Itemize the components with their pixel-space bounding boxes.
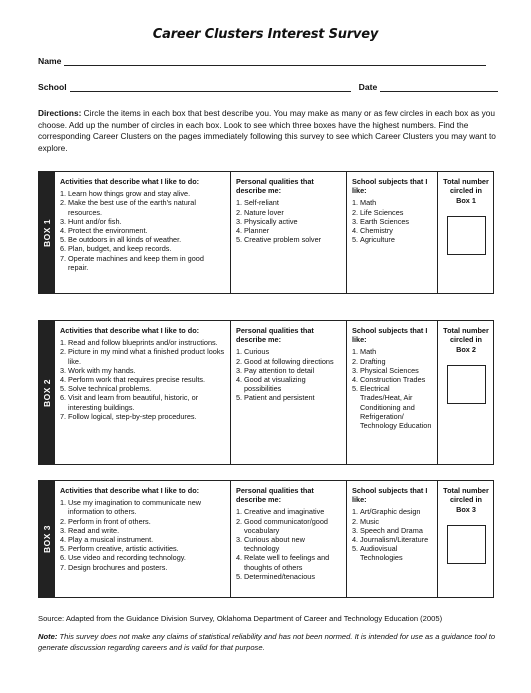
name-label: Name: [38, 56, 62, 66]
item-number: 5.: [60, 384, 67, 394]
note-label: Note:: [38, 632, 58, 641]
item-text: Protect the environment.: [68, 226, 148, 236]
survey-box-2: [38, 320, 494, 465]
school-field[interactable]: [70, 82, 351, 92]
item-text: Art/Graphic design: [360, 507, 421, 517]
item-number: 5.: [352, 235, 359, 245]
item-number: 2.: [236, 516, 243, 526]
item-number: 1.: [236, 507, 243, 517]
item-text: Electrical Trades/Heat, Air Conditioning and Refrigeration/ Technology Education: [360, 384, 432, 431]
item-number: 3.: [60, 365, 67, 375]
list-item[interactable]: [60, 517, 226, 526]
item-number: 3.: [236, 535, 243, 545]
item-text: Physical Sciences: [360, 365, 419, 375]
item-number: 5.: [60, 235, 67, 245]
subjects-list: [352, 507, 433, 562]
item-number: 2.: [352, 356, 359, 366]
item-number: 4.: [60, 226, 67, 236]
subjects-column: [347, 481, 438, 597]
item-number: 5.: [352, 544, 359, 554]
box-tab: [39, 481, 55, 597]
item-text: Make the best use of the earth's natural resources.: [68, 198, 196, 217]
list-item[interactable]: [352, 384, 433, 430]
list-item[interactable]: [352, 526, 433, 535]
list-item[interactable]: [236, 572, 342, 581]
item-text: Agriculture: [360, 235, 395, 245]
item-text: Follow logical, step-by-step procedures.: [68, 411, 197, 421]
item-text: Self-reliant: [244, 198, 279, 208]
total-input-box[interactable]: [447, 365, 486, 404]
list-item[interactable]: [60, 338, 226, 347]
list-item[interactable]: [236, 366, 342, 375]
subjects-heading: School subjects that I like:: [352, 177, 428, 196]
item-text: Drafting: [360, 356, 386, 366]
total-column: [438, 481, 493, 597]
list-item[interactable]: [236, 553, 342, 571]
activities-list: [60, 189, 226, 272]
item-text: Read and follow blueprints and/or instructions.: [68, 338, 218, 348]
school-label: School: [38, 82, 67, 92]
activities-heading: Activities that describe what I like to do:: [60, 486, 200, 495]
subjects-heading: School subjects that I like:: [352, 486, 428, 505]
list-item[interactable]: [236, 375, 342, 393]
item-number: 7.: [60, 253, 67, 263]
subjects-column: [347, 321, 438, 464]
item-text: Perform creative, artistic activities.: [68, 544, 179, 554]
item-number: 6.: [60, 244, 67, 254]
list-item[interactable]: [60, 244, 226, 253]
list-item[interactable]: [236, 226, 342, 235]
item-number: 3.: [236, 365, 243, 375]
item-number: 2.: [236, 356, 243, 366]
list-item[interactable]: [60, 375, 226, 384]
list-item[interactable]: [352, 366, 433, 375]
item-number: 3.: [352, 216, 359, 226]
item-number: 4.: [236, 553, 243, 563]
item-text: Read and write.: [68, 525, 120, 535]
qualities-column: [231, 172, 347, 293]
list-item[interactable]: [352, 517, 433, 526]
date-field[interactable]: [380, 82, 498, 92]
item-text: Picture in my mind what a finished product looks like.: [68, 347, 225, 366]
activities-column: [55, 481, 231, 597]
item-text: Creative and imaginative: [244, 507, 325, 517]
list-item[interactable]: [60, 235, 226, 244]
item-number: 5.: [236, 571, 243, 581]
item-text: Visit and learn from beautiful, historic, or interesting buildings.: [68, 393, 199, 412]
total-input-box[interactable]: [447, 216, 486, 255]
item-text: Nature lover: [244, 207, 284, 217]
item-number: 3.: [352, 365, 359, 375]
item-text: Play a musical instrument.: [68, 535, 154, 545]
item-number: 4.: [352, 226, 359, 236]
item-text: Relate well to feelings and thoughts of others: [244, 553, 330, 572]
list-item[interactable]: [352, 507, 433, 516]
item-text: Plan, budget, and keep records.: [68, 244, 172, 254]
qualities-column: [231, 321, 347, 464]
page-title: Career Clusters Interest Survey: [152, 27, 379, 42]
item-text: Good communicator/good vocabulary: [244, 516, 328, 535]
note: [38, 632, 500, 654]
activities-list: [60, 498, 226, 572]
list-item[interactable]: [60, 189, 226, 198]
source-citation: Source: Adapted from the Guidance Division Survey, Oklahoma Department of Career and Technology Education (2005): [38, 614, 443, 623]
list-item[interactable]: [60, 254, 226, 272]
item-text: Math: [360, 198, 377, 208]
box-tab: [39, 321, 55, 464]
list-item[interactable]: [352, 347, 433, 356]
item-text: Curious: [244, 347, 270, 357]
qualities-heading: Personal qualities that describe me:: [236, 326, 314, 345]
list-item[interactable]: [60, 384, 226, 393]
list-item[interactable]: [352, 198, 433, 207]
total-column: [438, 321, 493, 464]
item-text: Speech and Drama: [360, 525, 423, 535]
item-number: 4.: [352, 535, 359, 545]
item-number: 6.: [60, 553, 67, 563]
directions: [38, 108, 496, 154]
item-text: Solve technical problems.: [68, 384, 152, 394]
item-number: 2.: [352, 516, 359, 526]
item-text: Construction Trades: [360, 375, 426, 385]
list-item[interactable]: [236, 235, 342, 244]
item-text: Audiovisual Technologies: [360, 544, 403, 563]
item-text: Hunt and/or fish.: [68, 216, 122, 226]
qualities-column: [231, 481, 347, 597]
list-item[interactable]: [60, 226, 226, 235]
activities-list: [60, 338, 226, 421]
list-item[interactable]: [60, 198, 226, 216]
item-text: Earth Sciences: [360, 216, 410, 226]
activities-heading: Activities that describe what I like to do:: [60, 326, 200, 335]
subjects-heading: School subjects that I like:: [352, 326, 428, 345]
list-item[interactable]: [236, 208, 342, 217]
item-number: 1.: [236, 347, 243, 357]
subjects-list: [352, 347, 433, 430]
item-text: Physically active: [244, 216, 298, 226]
list-item[interactable]: [352, 235, 433, 244]
item-number: 4.: [60, 375, 67, 385]
activities-heading: Activities that describe what I like to do:: [60, 177, 200, 186]
item-text: Use my imagination to communicate new information to others.: [68, 498, 202, 517]
item-text: Curious about new technology: [244, 535, 305, 554]
total-heading: Total number circled in Box 2: [443, 326, 489, 354]
list-item[interactable]: [60, 553, 226, 562]
list-item[interactable]: [236, 535, 342, 553]
qualities-list: [236, 347, 342, 402]
total-heading: Total number circled in Box 1: [443, 177, 489, 205]
list-item[interactable]: [60, 498, 226, 516]
item-number: 4.: [60, 535, 67, 545]
item-text: Operate machines and keep them in good repair.: [68, 253, 204, 272]
item-number: 5.: [236, 393, 243, 403]
item-number: 2.: [236, 207, 243, 217]
item-text: Good at following directions: [244, 356, 334, 366]
item-text: Good at visualizing possibilities: [244, 375, 306, 394]
list-item[interactable]: [236, 347, 342, 356]
list-item[interactable]: [352, 208, 433, 217]
item-text: Patient and persistent: [244, 393, 315, 403]
item-text: Perform in front of others.: [68, 516, 151, 526]
item-text: Work with my hands.: [68, 365, 136, 375]
item-text: Determined/tenacious: [244, 571, 315, 581]
directions-text: Circle the items in each box that best describe you. You may make as many or as few circles in each box as you choose. Add up the number of circles in each box. Look to see which three boxes have the highest numbers. Find the corresponding Career Clusters on the pages immediately following this survey to see which Career Clusters you may want to explore.: [38, 108, 496, 153]
item-number: 2.: [60, 198, 67, 208]
list-item[interactable]: [352, 544, 433, 562]
item-number: 1.: [352, 507, 359, 517]
item-number: 5.: [352, 384, 359, 394]
survey-box-3: [38, 480, 494, 598]
item-text: Use video and recording technology.: [68, 553, 186, 563]
qualities-list: [236, 507, 342, 581]
list-item[interactable]: [60, 563, 226, 572]
box-label: BOX 3: [42, 524, 52, 554]
list-item[interactable]: [236, 393, 342, 402]
list-item[interactable]: [236, 198, 342, 207]
item-number: 3.: [236, 216, 243, 226]
item-number: 4.: [236, 375, 243, 385]
list-item[interactable]: [236, 217, 342, 226]
item-text: Life Sciences: [360, 207, 404, 217]
item-text: Planner: [244, 226, 270, 236]
list-item[interactable]: [352, 217, 433, 226]
item-text: Learn how things grow and stay alive.: [68, 189, 191, 199]
list-item[interactable]: [60, 366, 226, 375]
item-text: Design brochures and posters.: [68, 562, 168, 572]
item-number: 1.: [60, 338, 67, 348]
item-text: Pay attention to detail: [244, 365, 315, 375]
list-item[interactable]: [60, 535, 226, 544]
item-number: 3.: [60, 216, 67, 226]
item-number: 1.: [236, 198, 243, 208]
list-item[interactable]: [60, 217, 226, 226]
item-number: 4.: [236, 226, 243, 236]
total-column: [438, 172, 493, 293]
qualities-list: [236, 198, 342, 244]
item-number: 3.: [352, 525, 359, 535]
item-number: 2.: [60, 516, 67, 526]
activities-column: [55, 321, 231, 464]
item-number: 2.: [352, 207, 359, 217]
item-number: 1.: [352, 347, 359, 357]
item-text: Creative problem solver: [244, 235, 322, 245]
directions-label: Directions:: [38, 108, 82, 118]
item-number: 5.: [60, 544, 67, 554]
list-item[interactable]: [352, 535, 433, 544]
list-item[interactable]: [236, 517, 342, 535]
list-item[interactable]: [352, 226, 433, 235]
item-number: 1.: [60, 498, 67, 508]
list-item[interactable]: [236, 507, 342, 516]
item-text: Chemistry: [360, 226, 393, 236]
item-number: 3.: [60, 525, 67, 535]
activities-column: [55, 172, 231, 293]
list-item[interactable]: [60, 544, 226, 553]
item-text: Be outdoors in all kinds of weather.: [68, 235, 182, 245]
note-text: This survey does not make any claims of statistical reliability and has not been normed. It is intended for use as a guidance tool to generate discussion regarding careers and is valid for that purpose.: [38, 632, 496, 652]
item-number: 4.: [352, 375, 359, 385]
item-number: 2.: [60, 347, 67, 357]
qualities-heading: Personal qualities that describe me:: [236, 177, 314, 196]
total-input-box[interactable]: [447, 525, 486, 564]
list-item[interactable]: [60, 412, 226, 421]
total-heading: Total number circled in Box 3: [443, 486, 489, 514]
item-number: 5.: [236, 235, 243, 245]
item-number: 6.: [60, 393, 67, 403]
item-text: Music: [360, 516, 380, 526]
item-number: 1.: [60, 189, 67, 199]
item-number: 1.: [352, 198, 359, 208]
list-item[interactable]: [352, 375, 433, 384]
item-text: Perform work that requires precise results.: [68, 375, 206, 385]
box-tab: [39, 172, 55, 293]
list-item[interactable]: [60, 393, 226, 411]
survey-box-1: [38, 171, 494, 294]
box-label: BOX 1: [42, 218, 52, 247]
date-label: Date: [358, 82, 378, 92]
item-number: 7.: [60, 411, 67, 421]
list-item[interactable]: [60, 347, 226, 365]
subjects-list: [352, 198, 433, 244]
item-number: 7.: [60, 562, 67, 572]
subjects-column: [347, 172, 438, 293]
list-item[interactable]: [60, 526, 226, 535]
school-field-row: [38, 82, 498, 92]
qualities-heading: Personal qualities that describe me:: [236, 486, 314, 505]
item-text: Math: [360, 347, 377, 357]
name-field-row: [38, 56, 486, 66]
name-field[interactable]: [64, 56, 486, 66]
list-item[interactable]: [352, 357, 433, 366]
box-label: BOX 2: [42, 378, 52, 407]
list-item[interactable]: [236, 357, 342, 366]
item-text: Journalism/Literature: [360, 535, 429, 545]
